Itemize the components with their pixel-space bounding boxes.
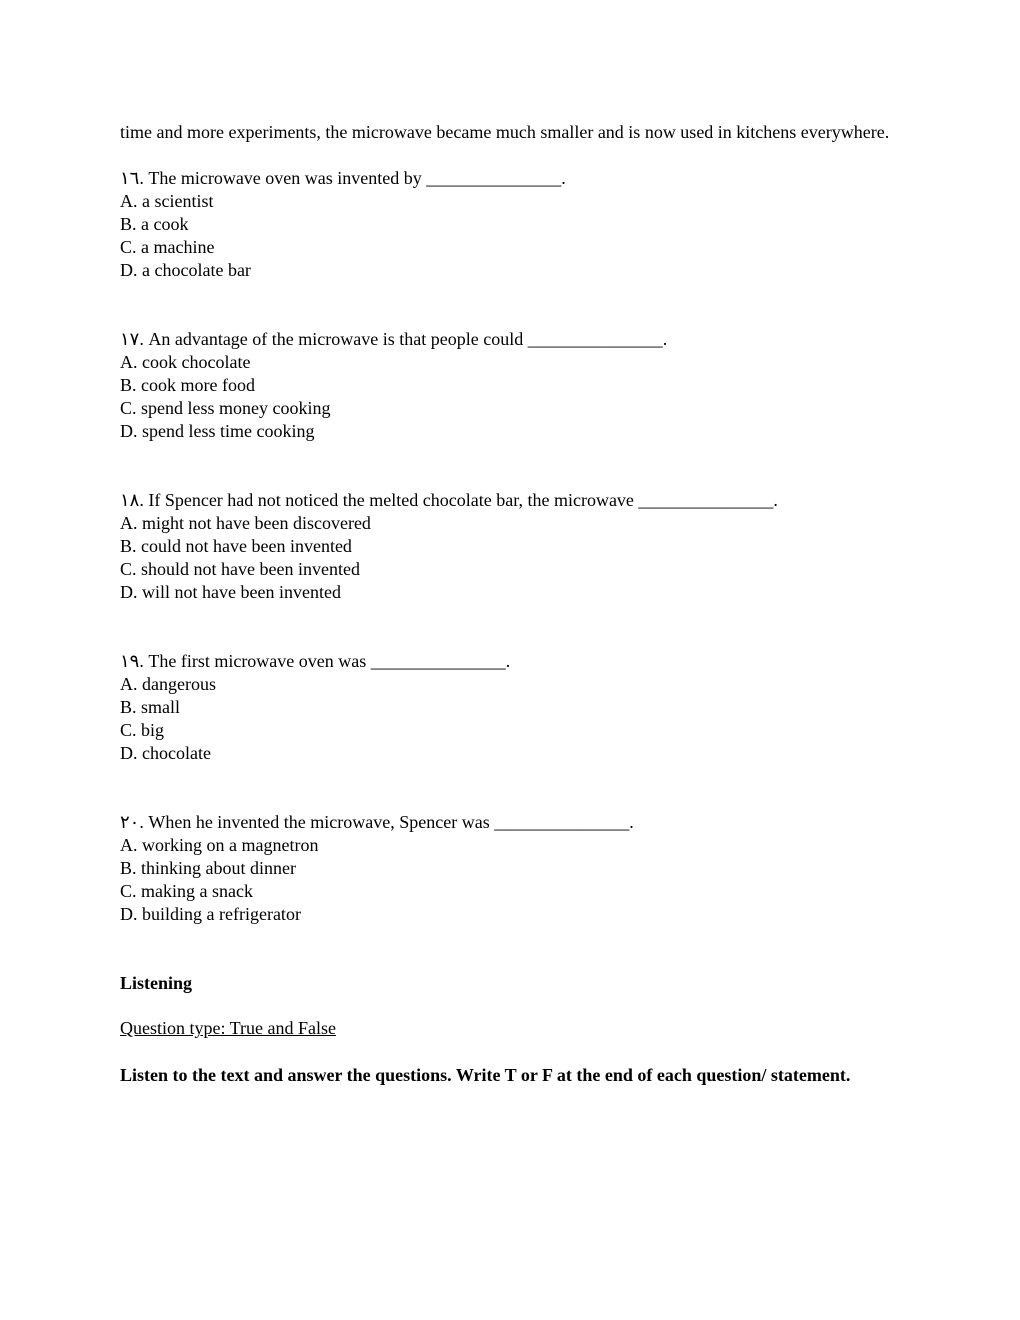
option-c: C. spend less money cooking: [120, 398, 331, 418]
question-stem: ٢٠. When he invented the microwave, Spencer was _______________.: [120, 812, 634, 832]
option-c: C. making a snack: [120, 881, 253, 901]
option-b: B. could not have been invented: [120, 536, 352, 556]
document-page: [120, 121, 910, 1087]
option-c: C. big: [120, 720, 165, 740]
question-17: [120, 328, 910, 443]
option-c: C. a machine: [120, 237, 215, 257]
option-d: D. will not have been invented: [120, 582, 341, 602]
option-a: A. cook chocolate: [120, 352, 251, 372]
option-d: D. building a refrigerator: [120, 904, 301, 924]
question-stem: ١٩. The first microwave oven was _______________.: [120, 651, 511, 671]
question-type-label: Question type: True and False: [120, 1018, 336, 1038]
option-b: B. small: [120, 697, 181, 717]
question-stem: ١٦. The microwave oven was invented by _______________.: [120, 168, 566, 188]
question-18: [120, 489, 910, 604]
option-c: C. should not have been invented: [120, 559, 360, 579]
question-19: [120, 650, 910, 765]
option-d: D. chocolate: [120, 743, 211, 763]
option-d: D. spend less time cooking: [120, 421, 315, 441]
listening-instruction: Listen to the text and answer the questions. Write T or F at the end of each question/ statement.: [120, 1065, 851, 1085]
option-a: A. a scientist: [120, 191, 214, 211]
option-d: D. a chocolate bar: [120, 260, 251, 280]
option-b: B. cook more food: [120, 375, 255, 395]
question-20: [120, 811, 910, 926]
listening-heading: Listening: [120, 973, 193, 993]
option-a: A. dangerous: [120, 674, 216, 694]
passage-end: time and more experiments, the microwave became much smaller and is now used in kitchens everywhere.: [120, 122, 890, 142]
question-16: [120, 167, 910, 282]
option-b: B. thinking about dinner: [120, 858, 296, 878]
option-a: A. might not have been discovered: [120, 513, 371, 533]
question-stem: ١٨. If Spencer had not noticed the melted chocolate bar, the microwave _______________.: [120, 490, 778, 510]
option-a: A. working on a magnetron: [120, 835, 319, 855]
question-stem: ١٧. An advantage of the microwave is that people could _______________.: [120, 329, 668, 349]
option-b: B. a cook: [120, 214, 189, 234]
